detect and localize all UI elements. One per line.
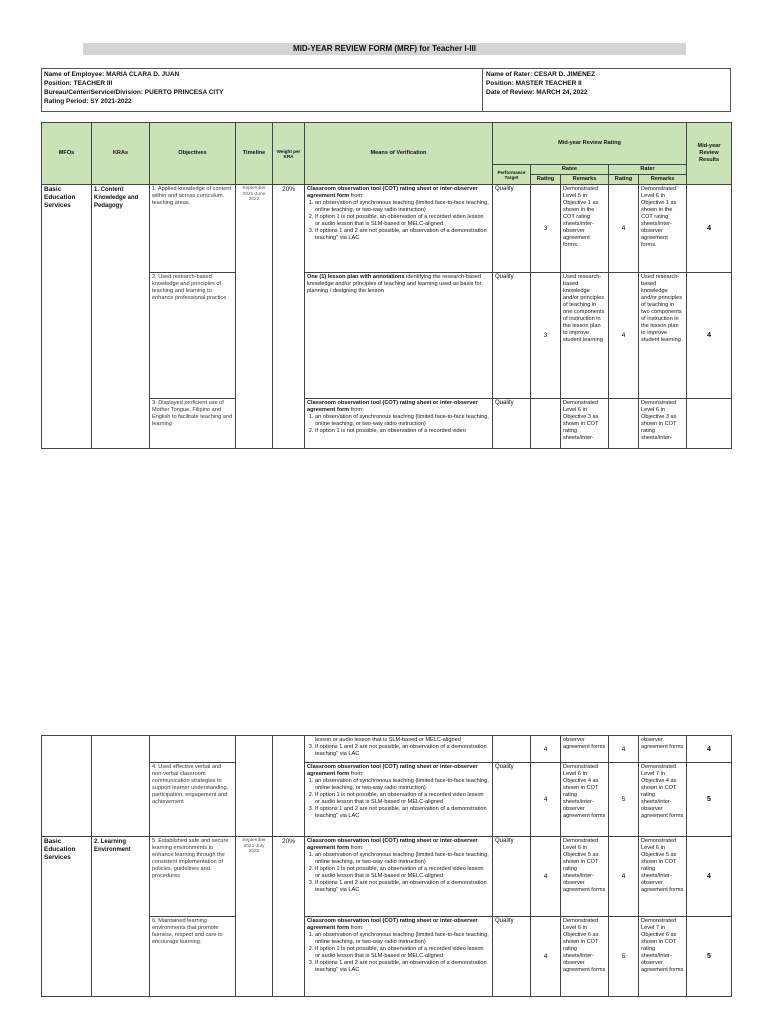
objective-cell: 5. Established safe and secure learning environments to enhance learning through the consistent implementation of policies, guidelines and procedures <box>150 837 236 917</box>
mid-year-result: 5 <box>687 763 732 837</box>
table-row <box>42 185 732 273</box>
mov-cell <box>305 917 493 997</box>
header-kras: KRAs <box>92 123 150 185</box>
mov-text: from: <box>349 193 364 199</box>
mid-year-result: 4 <box>687 736 732 763</box>
objective-cell: 1. Applied knowledge of content within and across curriculum teaching areas. <box>150 185 236 273</box>
mov-bold: One (1) lesson plan with annotations <box>307 274 405 280</box>
mov-bold: Classroom observation tool (COT) rating sheet or inter-observer agreement form <box>307 838 478 851</box>
mid-year-result: 4 <box>687 837 732 917</box>
rater-remarks: Demonstrated Level 7 in Objective 4 as shown in COT rating sheets/inter-observer agreement forms <box>639 763 687 837</box>
mfo-cell: Basic Education Services <box>42 185 92 449</box>
mov-continued: lesson or audio lesson that is SLM-based or MELC-aligned <box>315 737 461 743</box>
ratee-remarks: observer agreement forms <box>561 736 609 763</box>
rater-remarks: Used research-based knowledge and/or principles of teaching in two components of instruction in the lesson plan to improve student learning <box>639 273 687 399</box>
ratee-remarks: Used research-based knowledge and/or principles of teaching in one components of instruction in the lesson plan to improve student learning <box>561 273 609 399</box>
mov-item: 2. If option 1 is not possible, an observation of a recorded video lesson or audio lesson that is SLM-based or MELC-aligned <box>315 792 490 806</box>
ratee-remarks: Demonstrated Level 6 in Objective 6 as shown in COT rating sheets/inter-observer agreement forms <box>561 917 609 997</box>
performance-indicator: Quality <box>493 399 531 449</box>
timeline-cell: September 2021-June 2022 <box>236 185 273 449</box>
ratee-rating: 4 <box>531 763 561 837</box>
review-date: Date of Review: MARCH 24, 2022 <box>486 89 588 96</box>
header-results: Mid-year Review Results <box>687 123 732 185</box>
performance-indicator: Quality <box>493 917 531 997</box>
ratee-remarks: Demonstrated Level 6 in Objective 4 as shown in COT rating sheets/inter-observer agreement forms <box>561 763 609 837</box>
employee-info-box <box>41 68 731 112</box>
rater-details <box>486 70 595 97</box>
mov-list <box>307 744 490 758</box>
weight-cell: 20% <box>273 185 305 449</box>
rater-remarks: Demonstrated Level 6 in Objective 1 as shown in the COT rating sheets/inter-observer agreement forms. <box>639 185 687 273</box>
rater-rating: 4 <box>609 273 639 399</box>
rater-rating: 4 <box>609 736 639 763</box>
ratee-rating: 4 <box>531 736 561 763</box>
table-row <box>42 736 732 763</box>
objective-cell: 4. Used effective verbal and non-verbal classroom communication strategies to support learner understanding, participation, engagement and achievement <box>150 763 236 837</box>
header-mid-year-rating: Mid-year Review Rating <box>493 123 687 165</box>
mrf-table-page-1 <box>41 122 732 449</box>
header-weight: Weight per KRA <box>273 123 305 185</box>
header-rater-remarks: Remarks <box>639 175 687 185</box>
mov-item: 1. an observation of synchronous teaching (limited face-to-face teaching, online teaching, or two-way radio instruction) <box>315 852 490 866</box>
mov-cell <box>305 837 493 917</box>
mov-text: identifying the research-based knowledge and/or principles of teaching and learning used as basis for planning / designing the lesson <box>307 274 482 294</box>
mov-item: 1. an observation of synchronous teaching (limited face-to-face teaching, online teaching, or two-way radio instruction) <box>315 414 490 428</box>
mov-bold: Classroom observation tool (COT) rating sheet or inter-observer agreement form <box>307 400 478 413</box>
objective-cell: 3. Displayed proficient use of Mother Tongue, Filipino and English to facilitate teaching and learning <box>150 399 236 449</box>
mov-item: 3. If options 1 and 2 are not possible, an observation of a demonstration teaching" via LAC <box>315 880 490 894</box>
header-mfos: MFOs <box>42 123 92 185</box>
kra-cell: 2. Learning Environment <box>92 837 150 997</box>
mov-text: from: <box>349 407 364 413</box>
ratee-remarks: Demonstrated Level 6 in Objective 5 as shown in COT rating sheets/inter-observer agreement forms <box>561 837 609 917</box>
kra-cell-empty <box>92 736 150 837</box>
header-ratee-rating: Rating <box>531 175 561 185</box>
rater-rating: 4 <box>609 185 639 273</box>
ratee-rating: 4 <box>531 917 561 997</box>
mov-item: 1. an observation of synchronous teaching (limited face-to-face teaching, online teaching, or two-way radio instruction) <box>315 778 490 792</box>
ratee-rating: 4 <box>531 837 561 917</box>
performance-indicator: Quality <box>493 273 531 399</box>
header-perf-target: Performance Target <box>493 165 531 185</box>
mid-year-result <box>687 399 732 449</box>
header-objectives: Objectives <box>150 123 236 185</box>
employee-name: Name of Employee: MARIA CLARA D. JUAN <box>44 71 180 78</box>
rater-rating <box>609 399 639 449</box>
employee-bureau: Bureau/Center/Service/Division: PUERTO PRINCESA CITY <box>44 89 224 96</box>
employee-position: Position: TEACHER III <box>44 80 113 87</box>
mid-year-result: 4 <box>687 273 732 399</box>
rating-period: Rating Period: SY 2021-2022 <box>44 98 132 105</box>
mrf-table-page-2 <box>41 735 732 997</box>
mid-year-result: 5 <box>687 917 732 997</box>
mov-item: 2. If option 1 is not possible, an observation of a recorded video lesson or audio lesson that is SLM-based or MELC-aligned <box>315 946 490 960</box>
rater-rating: 4 <box>609 837 639 917</box>
header-rater-rating: Rating <box>609 175 639 185</box>
ratee-rating: 3 <box>531 273 561 399</box>
rater-position: Position: MASTER TEACHER II <box>486 80 582 87</box>
header-rater: Rater <box>609 165 687 175</box>
ratee-remarks: Demonstrated Level 5 in Objective 1 as shown in the COT rating sheets/inter-observer agreement forms. <box>561 185 609 273</box>
header-timeline: Timeline <box>236 123 273 185</box>
ratee-rating <box>531 399 561 449</box>
header-ratee-remarks: Remarks <box>561 175 609 185</box>
mov-list <box>307 200 490 242</box>
mov-item: 2. If option 1 is not possible, an observation of a recorded video lesson or audio lesson that is SLM-based or MELC-aligned <box>315 866 490 880</box>
mid-year-result: 4 <box>687 185 732 273</box>
header-ratee: Ratee <box>531 165 609 175</box>
rater-name: Name of Rater: CESAR D. JIMENEZ <box>486 71 596 78</box>
timeline-cell: September 2021-July 2022 <box>236 837 273 997</box>
mov-item: 1. an observation of synchronous teaching (limited face-to-face teaching, online teaching, or two-way radio instruction) <box>315 200 490 214</box>
mov-cell <box>305 399 493 449</box>
mfo-cell: Basic Education Services <box>42 837 92 997</box>
mov-cell <box>305 736 493 763</box>
mov-item: 3. If options 1 and 2 are not possible, an observation of a demonstration teaching" via LAC <box>315 806 490 820</box>
mov-item: 2. If option 1 is not possible, an observation of a recorded video lesson or audio lesson that is SLM-based or MELC-aligned <box>315 214 490 228</box>
rater-remarks: Demonstrated Level 7 in Objective 6 as shown in COT rating sheets/inter-observer agreement forms <box>639 917 687 997</box>
performance-indicator: Quality <box>493 763 531 837</box>
mov-cell <box>305 185 493 273</box>
rater-remarks: observer agreement forms <box>639 736 687 763</box>
objective-cell: 2. Used research-based knowledge and principles of teaching and learning to enhance professional practice <box>150 273 236 399</box>
objective-cell-empty <box>150 736 236 763</box>
table-row <box>42 837 732 917</box>
mov-item: 3. If options 1 and 2 are not possible, an observation of a demonstration teaching" via LAC <box>315 960 490 974</box>
kra-cell: 1. Content Knowledge and Pedagogy <box>92 185 150 449</box>
mov-text: from: <box>349 845 364 851</box>
employee-details <box>44 70 224 106</box>
mov-list <box>307 778 490 820</box>
mov-list <box>307 414 490 435</box>
mov-item: 1. an observation of synchronous teaching (limited face-to-face teaching, online teaching, or two-way radio instruction) <box>315 932 490 946</box>
mov-bold: Classroom observation tool (COT) rating sheet or inter-observer agreement form <box>307 918 478 931</box>
weight-cell: 20% <box>273 837 305 997</box>
performance-indicator: Quality <box>493 185 531 273</box>
header-mov: Means of Verification <box>305 123 493 185</box>
performance-indicator-empty <box>493 736 531 763</box>
objective-cell: 6. Maintained learning environments that promote fairness, respect and care to encourage learning. <box>150 917 236 997</box>
mov-text: from: <box>349 771 364 777</box>
mov-bold: Classroom observation tool (COT) rating sheet or inter-observer agreement form <box>307 764 478 777</box>
mov-list <box>307 852 490 894</box>
mov-cell <box>305 763 493 837</box>
mfo-cell-empty <box>42 736 92 837</box>
performance-indicator: Quality <box>493 837 531 917</box>
mov-list <box>307 932 490 974</box>
timeline-cell-empty <box>236 736 273 837</box>
mov-cell <box>305 273 493 399</box>
ratee-remarks: Demonstrated Level 6 in Objective 3 as shown in COT rating sheets/inter- <box>561 399 609 449</box>
ratee-rating: 3 <box>531 185 561 273</box>
mov-bold: Classroom observation tool (COT) rating sheet or inter-observer agreement form <box>307 186 478 199</box>
mov-text: from: <box>349 925 364 931</box>
info-divider <box>482 69 483 111</box>
mov-item: 2. If option 1 is not possible, an observation of a recorded video <box>315 428 490 435</box>
mov-item: 3. If options 1 and 2 are not possible, an observation of a demonstration teaching" via LAC <box>315 228 490 242</box>
rater-rating: 5 <box>609 917 639 997</box>
rater-remarks: Demonstrated Level 6 in Objective 5 as shown in COT rating sheets/inter-observer agreement forms <box>639 837 687 917</box>
document-title: MID-YEAR REVIEW FORM (MRF) for Teacher I-III <box>83 43 686 55</box>
rater-rating: 5 <box>609 763 639 837</box>
rater-remarks: Demonstrated Level 6 in Objective 3 as shown in COT rating sheets/inter- <box>639 399 687 449</box>
mov-item: 3. If options 1 and 2 are not possible, an observation of a demonstration teaching" via LAC <box>315 744 490 758</box>
weight-cell-empty <box>273 736 305 837</box>
